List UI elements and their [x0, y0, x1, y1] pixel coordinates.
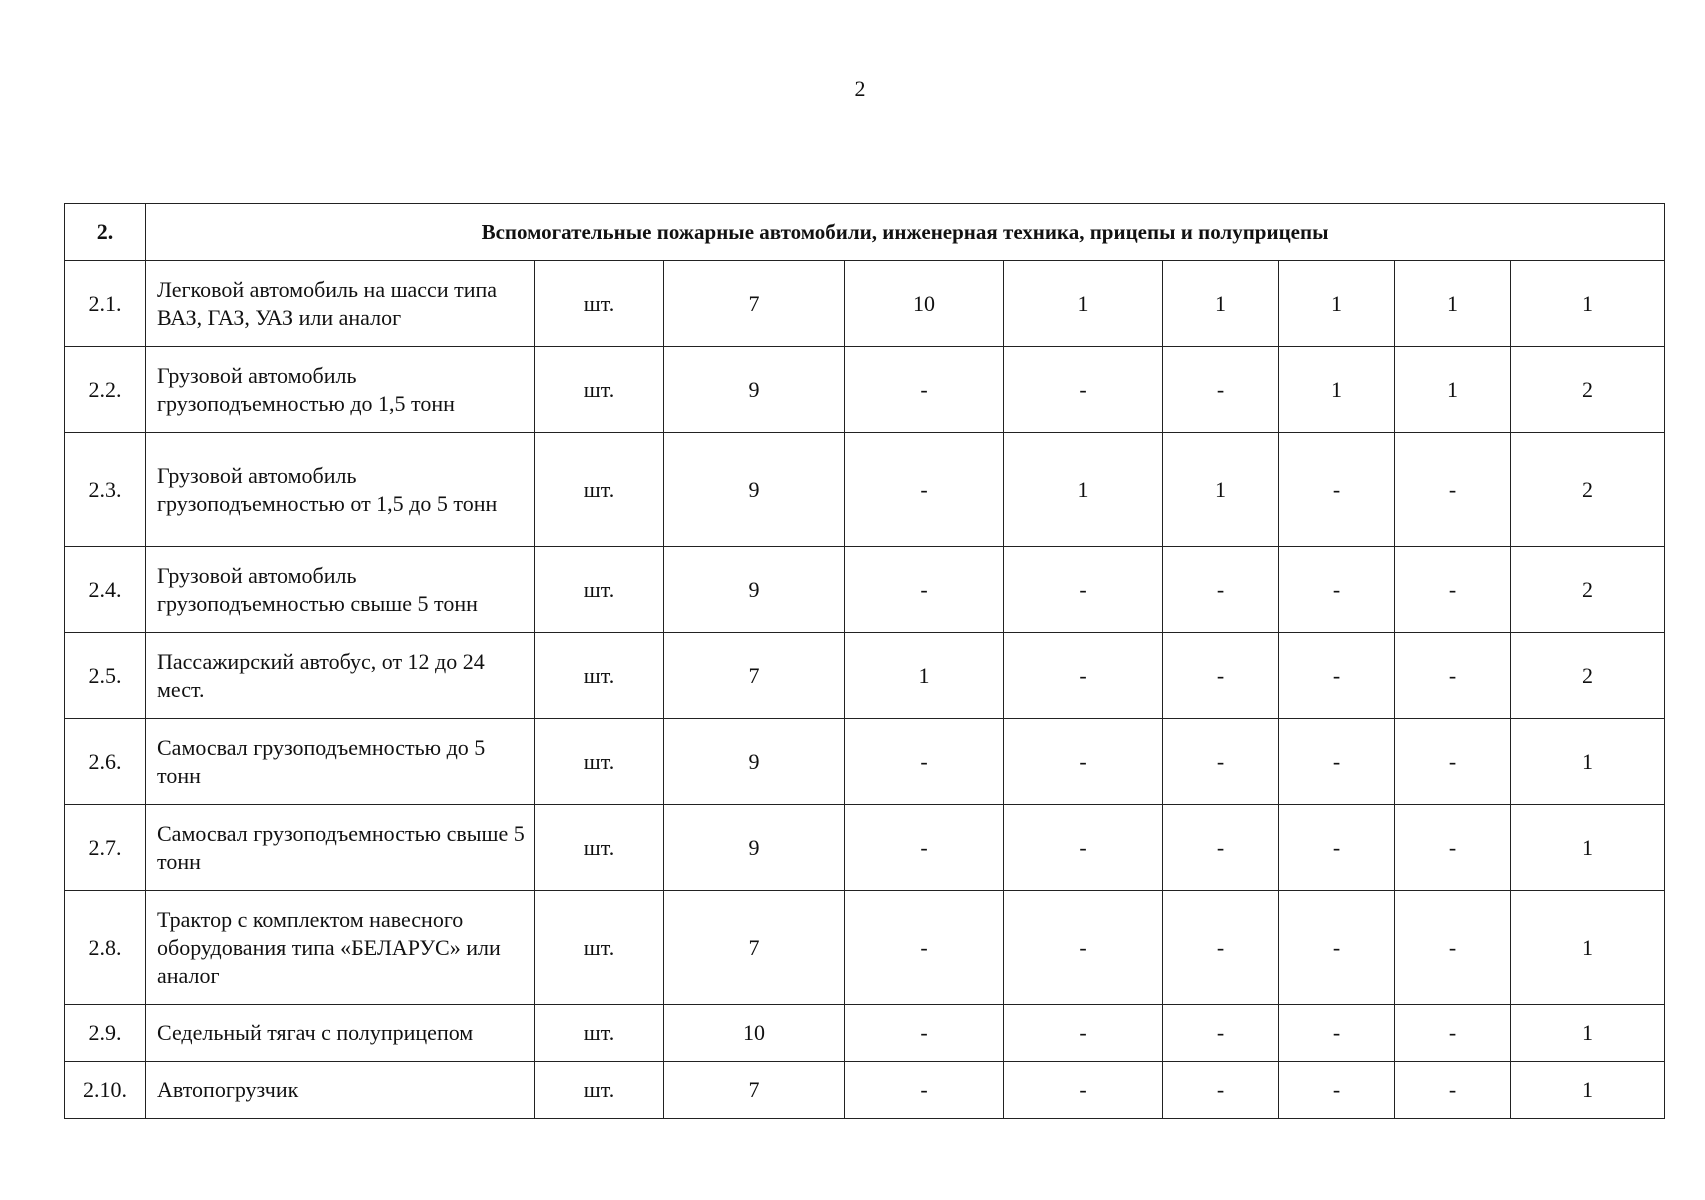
table-row	[65, 433, 1665, 547]
row-value: 1	[1004, 433, 1163, 547]
row-name: Грузовой автомобиль грузоподъемностью от 1,5 до 5 тонн	[146, 433, 535, 547]
row-value: 1	[1163, 433, 1279, 547]
row-value: -	[845, 805, 1004, 891]
row-value: -	[845, 1062, 1004, 1119]
row-value: 2	[1511, 633, 1665, 719]
row-value: -	[1395, 433, 1511, 547]
row-value: -	[1395, 547, 1511, 633]
row-value: 2	[1511, 547, 1665, 633]
row-value: -	[1395, 891, 1511, 1005]
table-row	[65, 1005, 1665, 1062]
row-name: Грузовой автомобиль грузоподъемностью до 1,5 тонн	[146, 347, 535, 433]
row-name: Легковой автомобиль на шасси типа ВАЗ, ГАЗ, УАЗ или аналог	[146, 261, 535, 347]
row-unit: шт.	[535, 719, 664, 805]
row-value: -	[845, 891, 1004, 1005]
row-value: -	[1163, 891, 1279, 1005]
row-value: 1	[1511, 891, 1665, 1005]
row-value: 1	[1511, 261, 1665, 347]
section-number: 2.	[65, 204, 146, 261]
row-unit: шт.	[535, 261, 664, 347]
row-value: -	[1004, 547, 1163, 633]
row-value: -	[1004, 805, 1163, 891]
row-value: -	[1004, 347, 1163, 433]
row-value: -	[1279, 719, 1395, 805]
row-name: Пассажирский автобус, от 12 до 24 мест.	[146, 633, 535, 719]
row-value: -	[1163, 1062, 1279, 1119]
page-number: 2	[854, 76, 866, 101]
row-value: -	[1279, 805, 1395, 891]
row-value: -	[1163, 547, 1279, 633]
row-value: 7	[664, 891, 845, 1005]
section-title: Вспомогательные пожарные автомобили, инженерная техника, прицепы и полуприцепы	[146, 204, 1665, 261]
row-value: 9	[664, 433, 845, 547]
row-number: 2.4.	[65, 547, 146, 633]
row-value: 2	[1511, 433, 1665, 547]
row-value: -	[1279, 547, 1395, 633]
row-unit: шт.	[535, 547, 664, 633]
row-unit: шт.	[535, 1062, 664, 1119]
row-number: 2.8.	[65, 891, 146, 1005]
row-value: -	[845, 347, 1004, 433]
row-name: Седельный тягач с полуприцепом	[146, 1005, 535, 1062]
row-value: 1	[1511, 1062, 1665, 1119]
row-value: 1	[1279, 347, 1395, 433]
row-value: 9	[664, 719, 845, 805]
row-name: Самосвал грузоподъемностью свыше 5 тонн	[146, 805, 535, 891]
row-value: 1	[1395, 347, 1511, 433]
equipment-table	[64, 203, 1665, 1119]
row-value: -	[1279, 891, 1395, 1005]
table-row	[65, 891, 1665, 1005]
row-number: 2.3.	[65, 433, 146, 547]
row-value: 10	[664, 1005, 845, 1062]
row-value: 1	[845, 633, 1004, 719]
table-row	[65, 547, 1665, 633]
row-value: -	[1395, 719, 1511, 805]
row-value: -	[1004, 1005, 1163, 1062]
row-value: -	[1004, 1062, 1163, 1119]
row-value: -	[845, 547, 1004, 633]
row-value: -	[845, 1005, 1004, 1062]
row-number: 2.2.	[65, 347, 146, 433]
row-value: -	[1163, 805, 1279, 891]
row-value: -	[1163, 347, 1279, 433]
row-value: -	[1279, 1062, 1395, 1119]
table-row	[65, 261, 1665, 347]
row-number: 2.6.	[65, 719, 146, 805]
row-value: 10	[845, 261, 1004, 347]
row-unit: шт.	[535, 805, 664, 891]
row-value: -	[1279, 433, 1395, 547]
row-value: 1	[1163, 261, 1279, 347]
row-value: -	[1163, 1005, 1279, 1062]
row-value: -	[1163, 633, 1279, 719]
row-value: 9	[664, 805, 845, 891]
row-value: 1	[1511, 719, 1665, 805]
row-number: 2.7.	[65, 805, 146, 891]
row-value: 1	[1279, 261, 1395, 347]
row-number: 2.10.	[65, 1062, 146, 1119]
row-value: -	[1395, 1005, 1511, 1062]
row-unit: шт.	[535, 633, 664, 719]
row-value: -	[845, 433, 1004, 547]
row-value: 9	[664, 347, 845, 433]
row-value: -	[1279, 633, 1395, 719]
row-number: 2.1.	[65, 261, 146, 347]
row-value: 9	[664, 547, 845, 633]
row-number: 2.5.	[65, 633, 146, 719]
row-value: -	[1279, 1005, 1395, 1062]
table-row	[65, 1062, 1665, 1119]
row-name: Трактор с комплектом навесного оборудования типа «БЕЛАРУС» или аналог	[146, 891, 535, 1005]
row-unit: шт.	[535, 1005, 664, 1062]
row-value: 1	[1395, 261, 1511, 347]
row-value: 1	[1511, 1005, 1665, 1062]
row-unit: шт.	[535, 433, 664, 547]
row-value: -	[845, 719, 1004, 805]
row-value: -	[1395, 805, 1511, 891]
row-name: Самосвал грузоподъемностью до 5 тонн	[146, 719, 535, 805]
row-value: -	[1395, 633, 1511, 719]
table-row	[65, 347, 1665, 433]
row-value: 2	[1511, 347, 1665, 433]
row-name: Грузовой автомобиль грузоподъемностью свыше 5 тонн	[146, 547, 535, 633]
table-row	[65, 805, 1665, 891]
row-value: 7	[664, 633, 845, 719]
row-number: 2.9.	[65, 1005, 146, 1062]
table-row	[65, 633, 1665, 719]
section-header-row	[65, 204, 1665, 261]
row-value: 7	[664, 1062, 845, 1119]
row-value: -	[1004, 633, 1163, 719]
table-row	[65, 719, 1665, 805]
row-value: 7	[664, 261, 845, 347]
row-value: -	[1395, 1062, 1511, 1119]
row-value: 1	[1004, 261, 1163, 347]
row-unit: шт.	[535, 891, 664, 1005]
row-value: -	[1004, 891, 1163, 1005]
row-value: 1	[1511, 805, 1665, 891]
row-value: -	[1004, 719, 1163, 805]
row-unit: шт.	[535, 347, 664, 433]
row-value: -	[1163, 719, 1279, 805]
row-name: Автопогрузчик	[146, 1062, 535, 1119]
